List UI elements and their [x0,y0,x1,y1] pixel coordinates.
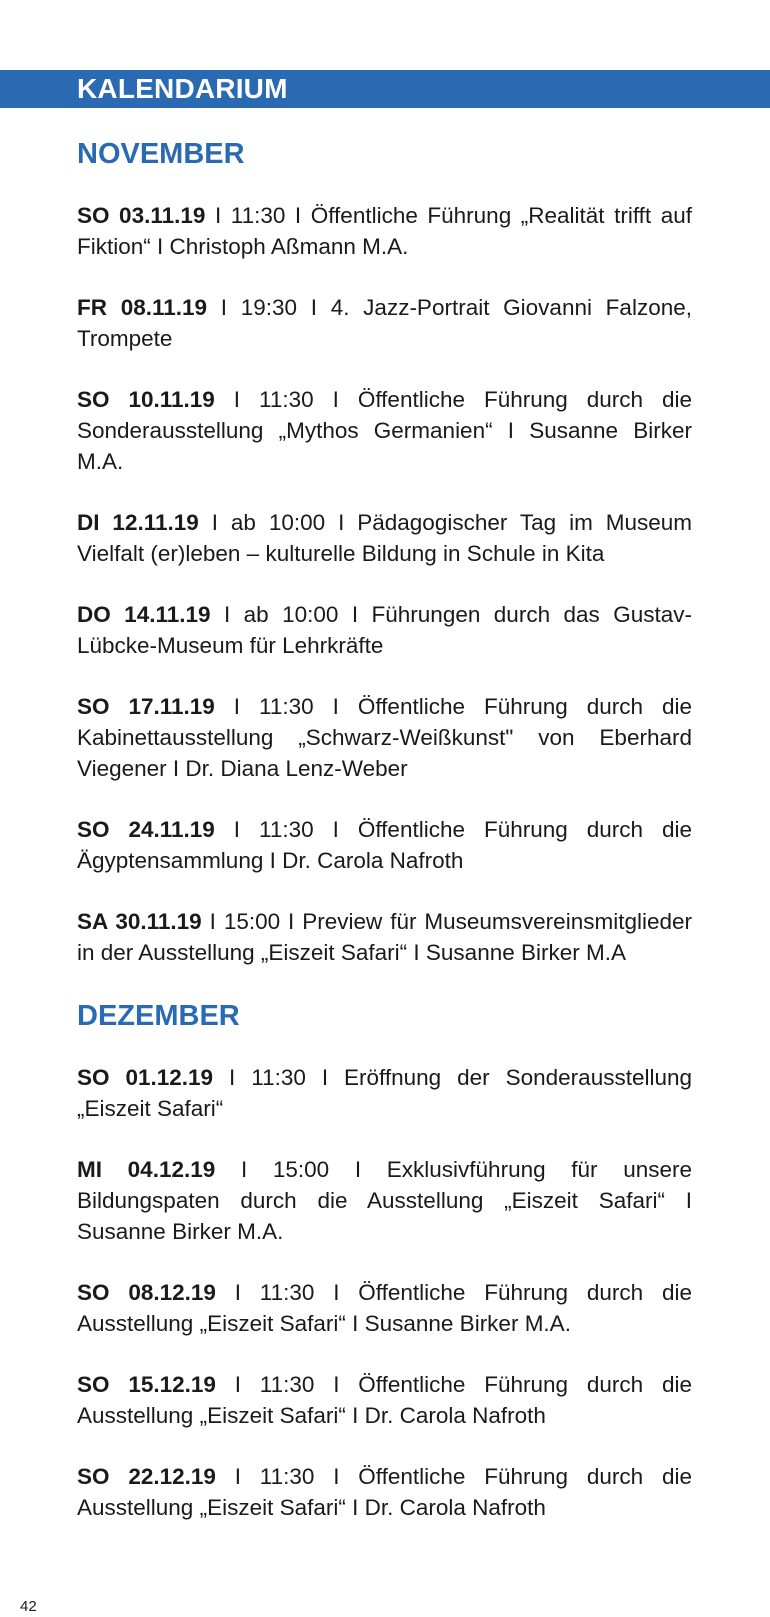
calendar-entry [77,1461,692,1523]
entry-text: I 11:30 I Öffentliche Führung durch die Ausstellung „Eiszeit Safari“ I Dr. Carola Nafroth [77,1464,692,1520]
month-heading-november: NOVEMBER [77,138,245,170]
entry-date: DI 12.11.19 [77,510,199,535]
entry-date: SO 22.12.19 [77,1464,216,1489]
calendar-entry [77,1062,692,1124]
calendar-entry [77,1154,692,1247]
calendar-content [77,136,692,1523]
entry-date: SO 15.12.19 [77,1372,216,1397]
calendar-entry [77,599,692,661]
entry-text: I ab 10:00 I Führungen durch das Gustav-Lübcke-Museum für Lehrkräfte [77,602,692,658]
calendar-entry [77,384,692,477]
entry-date: FR 08.11.19 [77,295,208,320]
entry-date: SA 30.11.19 [77,909,202,934]
calendar-entry [77,200,692,262]
entry-text: I 11:30 I Öffentliche Führung durch die Ägyptensammlung I Dr. Carola Nafroth [77,817,692,873]
entry-text: I 11:30 I Öffentliche Führung „Realität trifft auf Fiktion“ I Christoph Aßmann M.A. [77,203,692,259]
entry-date: SO 10.11.19 [77,387,215,412]
entry-text: I 11:30 I Öffentliche Führung durch die Ausstellung „Eiszeit Safari“ I Dr. Carola Nafroth [77,1372,692,1428]
entry-date: SO 01.12.19 [77,1065,214,1090]
entry-text: I 11:30 I Öffentliche Führung durch die Ausstellung „Eiszeit Safari“ I Susanne Birker M.A. [77,1280,692,1336]
calendar-entry [77,814,692,876]
entry-date: SO 03.11.19 [77,203,206,228]
entry-date: SO 08.12.19 [77,1280,216,1305]
entry-text: I 11:30 I Öffentliche Führung durch die Kabinettausstellung „Schwarz-Weißkunst" von Eberhard Viegener I Dr. Diana Lenz-Weber [77,694,692,781]
entry-date: SO 24.11.19 [77,817,215,842]
entry-text: I 15:00 I Preview für Museumsvereinsmitglieder in der Ausstellung „Eiszeit Safari“ I Susanne Birker M.A [77,909,692,965]
entry-text: I 11:30 I Öffentliche Führung durch die Sonderausstellung „Mythos Germanien“ I Susanne Birker M.A. [77,387,692,474]
entry-date: DO 14.11.19 [77,602,211,627]
entry-text: I 11:30 I Eröffnung der Sonderausstellung „Eiszeit Safari“ [77,1065,693,1121]
month-heading-dezember: DEZEMBER [77,1000,240,1032]
calendar-entry [77,691,692,784]
calendar-entry [77,292,692,354]
entry-text: I ab 10:00 I Pädagogischer Tag im Museum Vielfalt (er)leben – kulturelle Bildung in Schule in Kita [77,510,693,566]
calendar-entry [77,507,692,569]
entry-date: MI 04.12.19 [77,1157,216,1182]
entry-date: SO 17.11.19 [77,694,215,719]
page-number: 42 [20,1598,37,1615]
entry-text: I 19:30 I 4. Jazz-Portrait Giovanni Falzone, Trompete [77,295,692,351]
page-title: KALENDARIUM [77,73,288,104]
calendar-entry [77,906,692,968]
entry-text: I 15:00 I Exklusivführung für unsere Bildungspaten durch die Ausstellung „Eiszeit Safari“ I Susanne Birker M.A. [77,1157,693,1244]
header-bar [0,70,770,108]
calendar-entry [77,1369,692,1431]
calendar-entry [77,1277,692,1339]
